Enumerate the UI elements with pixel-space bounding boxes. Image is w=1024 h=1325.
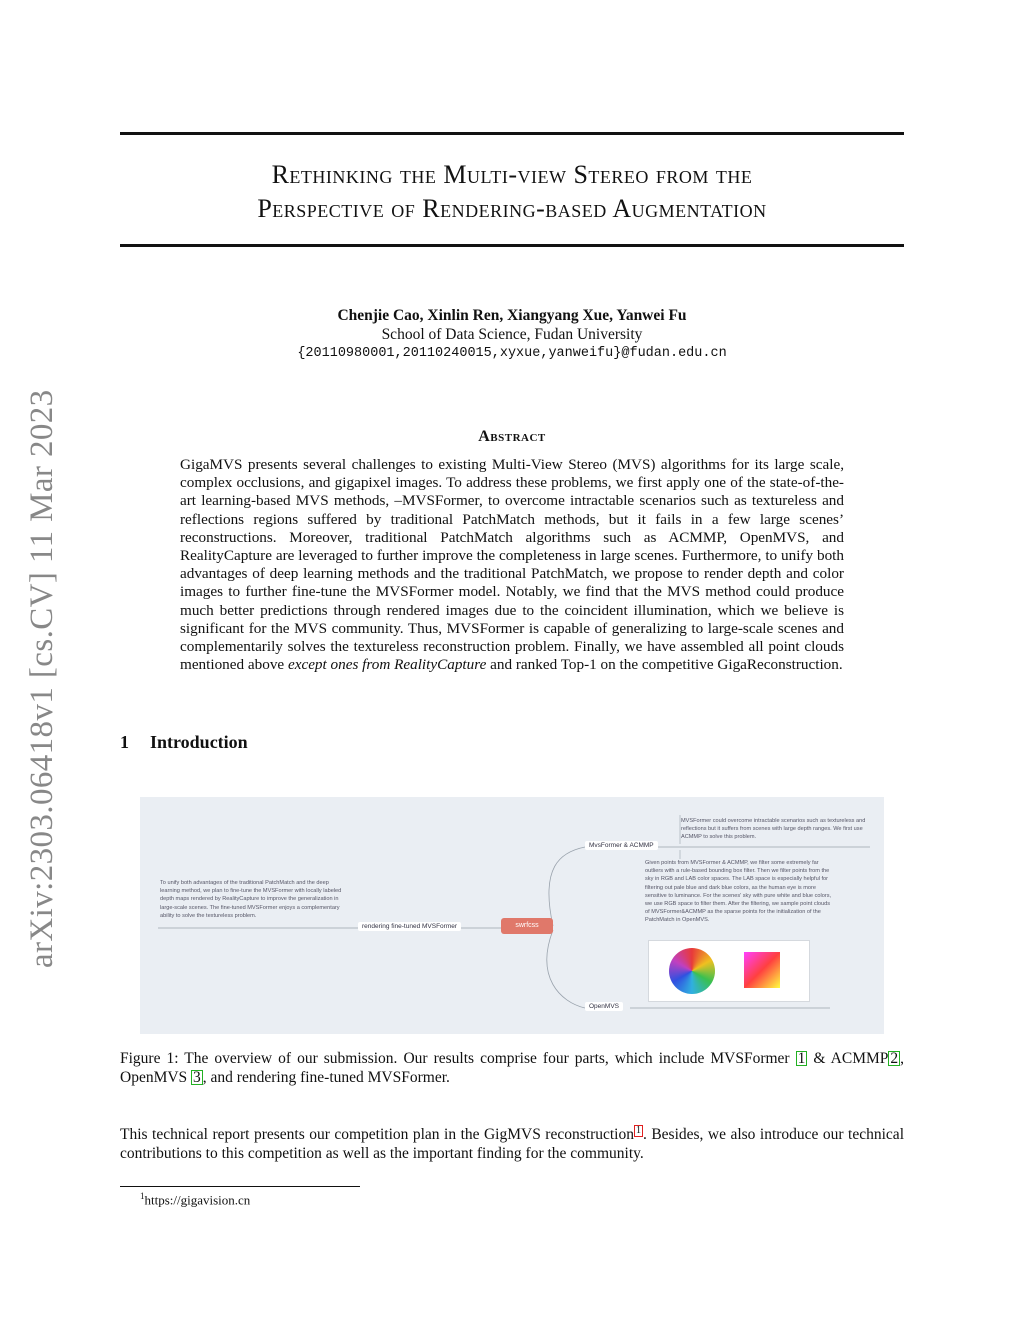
footnote-rule xyxy=(120,1186,360,1187)
caption-ampersand: & xyxy=(813,1050,826,1067)
abstract-end: and ranked Top-1 on the competitive GigaReconstruction. xyxy=(490,656,843,674)
lab-color-sphere xyxy=(669,948,715,994)
intro-text-after: . Besides, we also introduce our technical contributions to this competition as well as the important finding for the community. xyxy=(120,1126,904,1162)
footnote-url[interactable]: https://gigavision.cn xyxy=(144,1192,251,1208)
intro-text-before: This technical report presents our competition plan in the GigMVS reconstruction xyxy=(120,1126,634,1144)
footnote-mark: 1 xyxy=(140,1191,145,1201)
figure-mid-note: Given points from MVSFormer & ACMMP, we filter some extremely far outliers with a rule-based bounding box filter. Then we filter points from the sky in RGB and LAB color spaces. The LAB space is especially helpful for filtering out pale blue and dark blue colors, as the human eye is more sensitive to luminance. For the scenes' sky with pure white and blue colors, we use RGB space to filter them. After the filtering, we sample point clouds of MVSFormer&ACMMP as the sparse points for the initialization of the PatchMatch in OpenMVS. xyxy=(645,860,832,924)
figure-top-note: MVSFormer could overcome intractable scenarios such as textureless and reflections but it suffers from scenes with large depth ranges. We first use ACMMP to solve this problem. xyxy=(681,818,866,841)
author-names: Chenjie Cao, Xinlin Ren, Xiangyang Xue, Yanwei Fu xyxy=(337,307,687,324)
paper-title xyxy=(120,158,904,226)
abstract-italic: except ones from RealityCapture xyxy=(287,656,487,674)
arxiv-stamp: arXiv:2303.06418v1 [cs.CV] 11 Mar 2023 xyxy=(24,389,60,968)
abstract-main: GigaMVS presents several challenges to existing Multi-View Stereo (MVS) algorithms for its large scale, complex occlusions, and gigapixel images. To address these problems, we first apply one of the state-of-the-art learning-based MVS methods, –MVSFormer, to overcome intractable scenarios such as textureless and reflections regions suffered by traditional PatchMatch methods, but it fails in a few large scenes’ reconstructions. Moreover, traditional PatchMatch algorithms such as ACMMP, OpenMVS, and RealityCapture are leveraged to further improve the completeness in large scenes. Furthermore, to unify both advantages of deep learning methods and the traditional PatchMatch, we propose to render depth and color images to further fine-tune the MVSFormer model. Notably, we find that the MVS method could produce much better predictions through rendered images due to the coincident illumination, which we believe is significant for the MVS community. Thus, MVSFormer is capable of generalizing to large-scale scenes and complementarily solves the textureless reconstruction problem. Finally, we have assembled all point clouds mentioned above xyxy=(180,456,844,674)
caption-tail: , and rendering fine-tuned MVSFormer. xyxy=(202,1068,450,1086)
figure-left-note: To unify both advantages of the traditional PatchMatch and the deep learning method, we plan to fine-tune the MVSFormer with locally labeled depth maps rendered by RealityCapture to improve the generalization in large-scale scenes. The fine-tuned MVSFormer enjoys a complementary ability to solve the textureless problem. xyxy=(160,880,342,919)
figure-node-center: swrfcss xyxy=(501,918,553,934)
footnote xyxy=(140,1191,250,1208)
citation-link-3[interactable]: 3 xyxy=(193,1068,201,1086)
rgb-color-cube xyxy=(744,952,780,988)
citation-link-1[interactable]: 1 xyxy=(797,1050,806,1067)
overview-figure xyxy=(140,797,884,1034)
caption-acmmp: ACMMP xyxy=(830,1050,889,1067)
caption-openmvs: , OpenMVS xyxy=(120,1050,905,1086)
footnote-link[interactable]: 1 xyxy=(635,1125,641,1136)
figure-caption xyxy=(120,1050,904,1087)
citation-link-2[interactable]: 2 xyxy=(890,1050,899,1067)
figure-node-left: rendering fine-tuned MVSFormer xyxy=(358,922,461,931)
abstract-heading: Abstract xyxy=(478,428,546,445)
author-email: {20110980001,20110240015,xyxue,yanweifu}@fudan.edu.cn xyxy=(297,346,727,361)
intro-paragraph xyxy=(120,1120,904,1163)
color-space-panel xyxy=(648,940,810,1002)
affiliation: School of Data Science, Fudan University xyxy=(381,326,643,343)
figure-node-bottom: OpenMVS xyxy=(585,1002,623,1011)
abstract-text xyxy=(180,456,844,674)
title-bottom-rule xyxy=(120,244,904,247)
figure-node-top: MvsFormer & ACMMP xyxy=(585,841,658,850)
author-block xyxy=(120,306,904,363)
title-top-rule xyxy=(120,132,904,135)
section-title: Introduction xyxy=(150,732,248,752)
title-line-1: Rethinking the Multi-view Stereo from the xyxy=(271,160,753,189)
section-number: 1 xyxy=(120,732,129,752)
title-line-2: Perspective of Rendering-based Augmentation xyxy=(257,194,767,223)
caption-lead: Figure 1: The overview of our submission. Our results comprise four parts, which include MVSFormer xyxy=(120,1050,790,1067)
section-heading xyxy=(120,732,248,753)
